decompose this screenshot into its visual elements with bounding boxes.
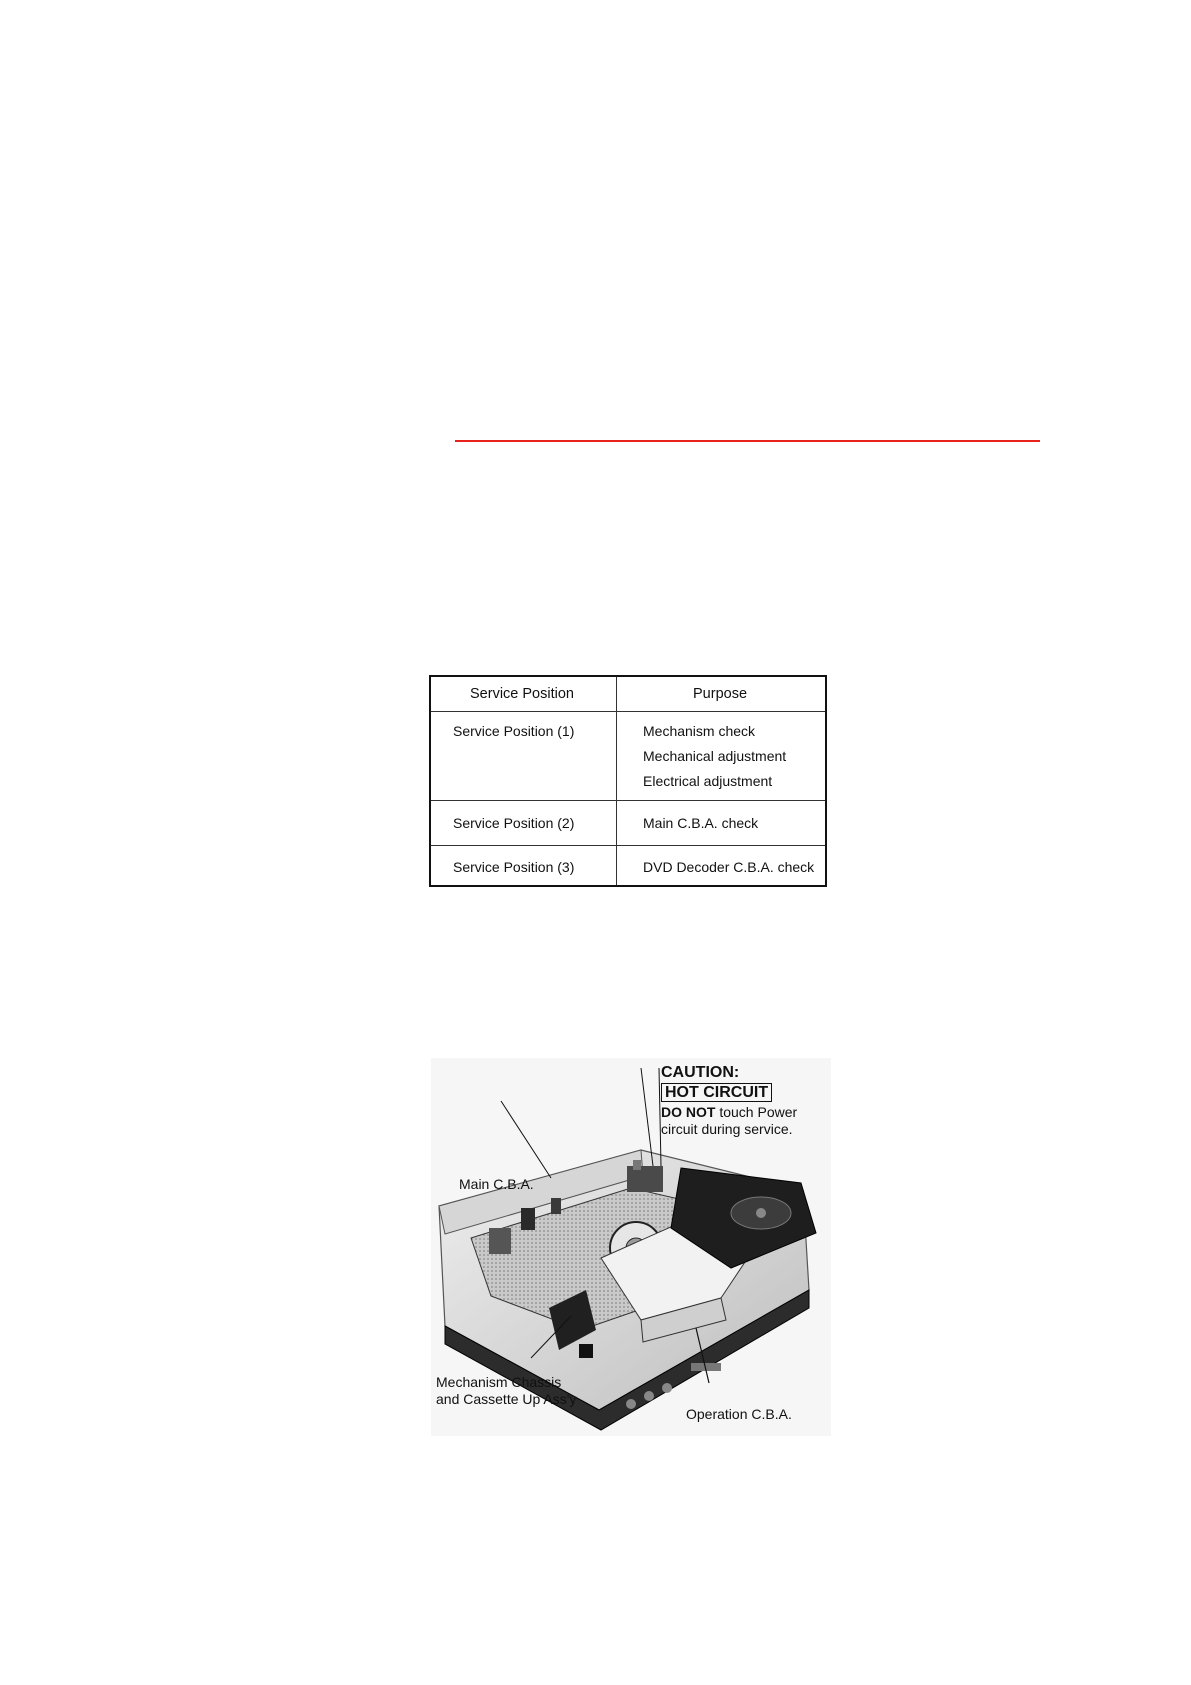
cassette-up-assy-label: and Cassette Up Ass'y xyxy=(436,1391,577,1407)
do-not-text: DO NOT xyxy=(661,1104,716,1120)
table-cell-position: Service Position (2) xyxy=(453,815,575,831)
table-header-service-position: Service Position xyxy=(470,686,574,702)
operation-cba-label: Operation C.B.A. xyxy=(686,1406,792,1422)
table-header-divider xyxy=(431,711,825,712)
table-cell-purpose: Mechanical adjustment xyxy=(643,748,787,764)
caution-title: CAUTION: xyxy=(661,1064,740,1081)
table-column-divider xyxy=(616,677,617,885)
mechanism-chassis-label: Mechanism Chassis xyxy=(436,1374,562,1390)
caution-warning-line-2: circuit during service. xyxy=(661,1121,793,1137)
table-cell-purpose: Mechanism check xyxy=(643,723,756,739)
service-position-table xyxy=(429,675,827,887)
table-cell-purpose: DVD Decoder C.B.A. check xyxy=(643,859,815,875)
warning-text: touch Power xyxy=(715,1104,798,1120)
table-cell-purpose: Main C.B.A. check xyxy=(643,815,759,831)
hot-circuit-box: HOT CIRCUIT xyxy=(661,1083,772,1102)
caution-warning-line-1 xyxy=(661,1104,797,1121)
table-row-divider xyxy=(431,845,825,846)
table-header-purpose: Purpose xyxy=(693,686,748,702)
section-divider xyxy=(455,440,1040,442)
table-row-divider xyxy=(431,800,825,801)
table-cell-position: Service Position (1) xyxy=(453,723,575,739)
table-cell-position: Service Position (3) xyxy=(453,859,575,875)
unit-illustration xyxy=(431,1058,831,1436)
main-cba-label: Main C.B.A. xyxy=(459,1176,534,1192)
table-cell-purpose: Electrical adjustment xyxy=(643,773,773,789)
hot-circuit-label xyxy=(661,1084,772,1101)
